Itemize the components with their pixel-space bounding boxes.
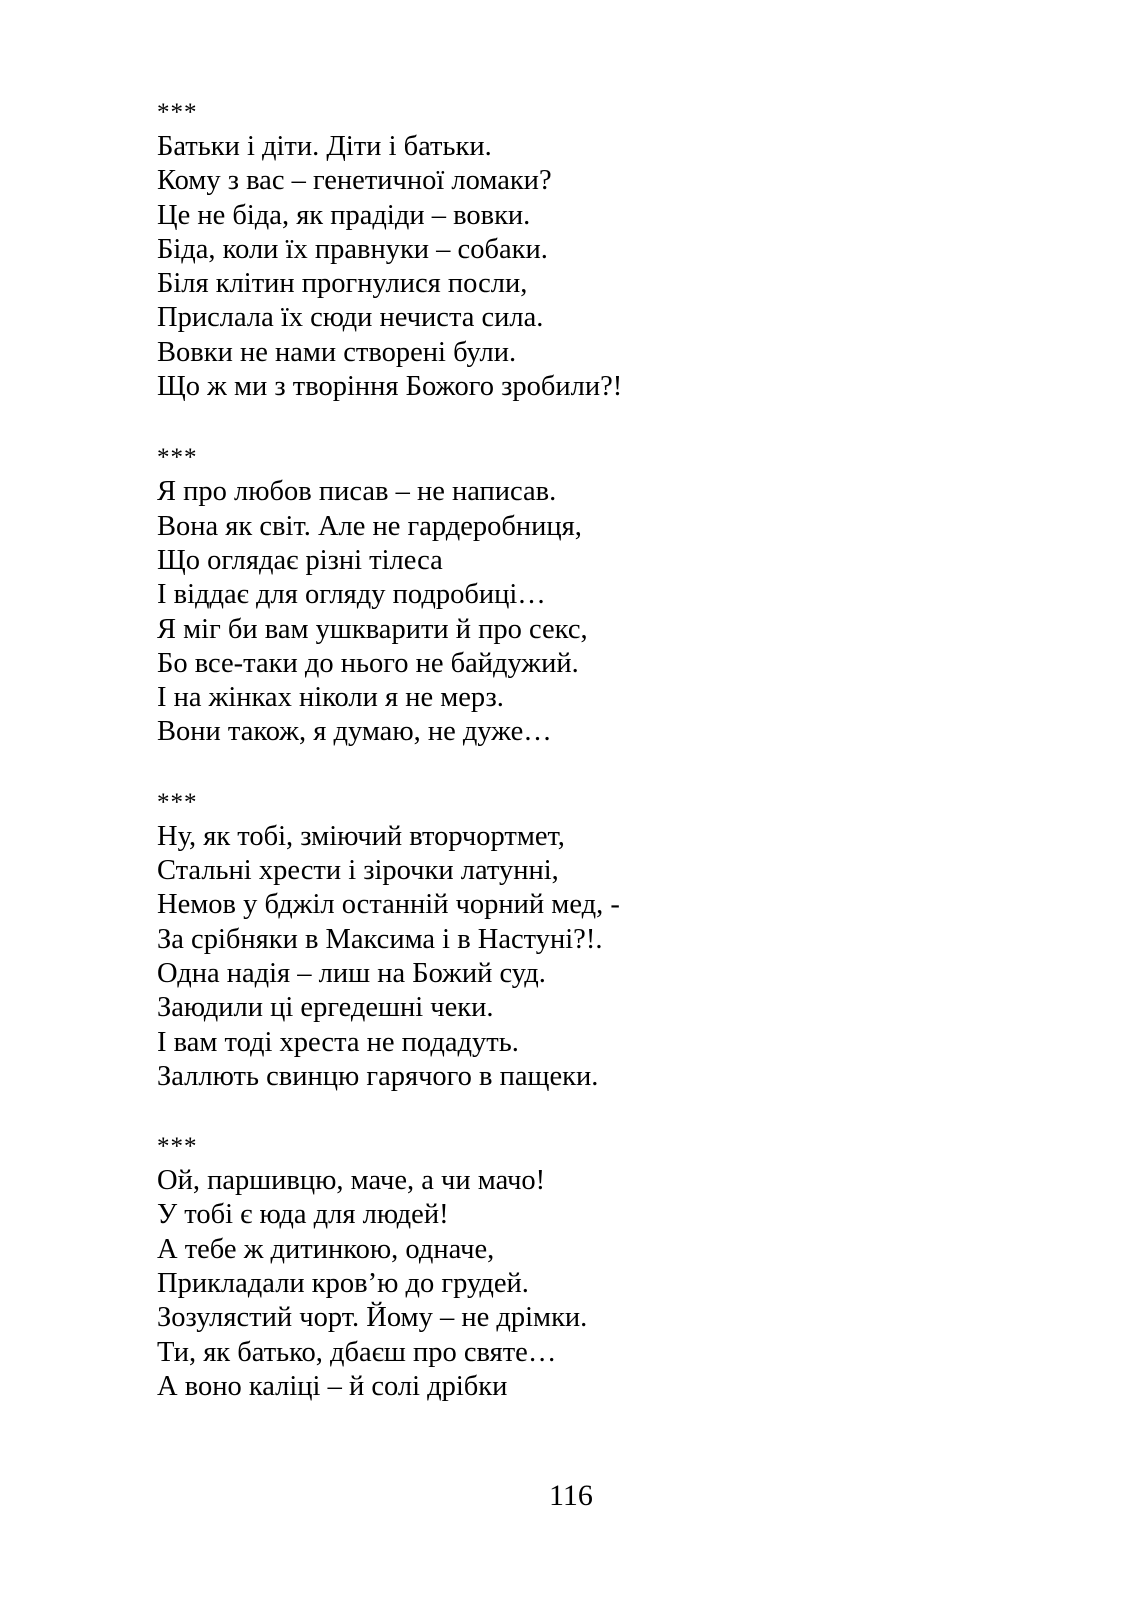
poem [157, 441, 1057, 749]
poem-separator: *** [157, 788, 198, 816]
poem [157, 96, 1057, 404]
page-number: 116 [549, 1479, 593, 1512]
poem-line: Заллють свинцю гарячого в пащеки. [157, 1060, 599, 1092]
poem-separator: *** [157, 444, 198, 472]
poem-line: Батьки і діти. Діти і батьки. [157, 131, 492, 162]
poem [157, 1130, 1057, 1404]
poem-line: Це не біда, як прадіди – вовки. [157, 199, 531, 231]
poem-line: Біля клітин прогнулися посли, [157, 268, 528, 300]
poem-line: А воно каліці – й солі дрібки [157, 1370, 508, 1402]
poem-line: І вам тоді хреста не подадуть. [157, 1026, 519, 1058]
poem-separator: *** [157, 99, 198, 126]
poem-line: Що оглядає різні тілеса [157, 544, 443, 576]
poem-line: Прислала їх сюди нечиста сила. [157, 302, 544, 334]
poem-separator: *** [157, 1133, 198, 1161]
poem-line: Немов у бджіл останній чорний мед, - [157, 889, 620, 921]
poem-line: А тебе ж дитинкою, одначе, [157, 1233, 495, 1265]
poem-line: Прикладали кров’ю до грудей. [157, 1268, 529, 1300]
poem-line: Бо все-таки до нього не байдужий. [157, 647, 579, 679]
poem-line: Вона як світ. Але не гардеробниця, [157, 510, 582, 542]
poem-line: Зозулястий чорт. Йому – не дрімки. [157, 1302, 588, 1334]
poem-line: Я про любов писав – не написав. [157, 476, 557, 508]
poem-line: Ой, паршивцю, маче, а чи мачо! [157, 1165, 546, 1197]
poem-line: І на жінках ніколи я не мерз. [157, 682, 504, 714]
poem-line: Ну, як тобі, зміючий вторчортмет, [157, 820, 565, 852]
poem-line: Одна надія – лиш на Божий суд. [157, 957, 546, 989]
poem-line: Що ж ми з творіння Божого зробили?! [157, 371, 623, 403]
poem-line: Вовки не нами створені були. [157, 336, 517, 368]
poem-line: Я міг би вам ушкварити й про секс, [157, 613, 588, 645]
poem-line: Кому з вас – генетичної ломаки? [157, 165, 552, 197]
poem [157, 786, 1057, 1094]
poem-line: І віддає для огляду подробиці… [157, 579, 546, 611]
poem-line: Стальні хрести і зірочки латунні, [157, 855, 559, 887]
poem-line: За срібняки в Максима і в Настуні?!. [157, 923, 603, 955]
poem-line: Ти, як батько, дбаєш про святе… [157, 1336, 557, 1368]
poem-line: Вони також, я думаю, не дуже… [157, 716, 552, 748]
poem-line: Заюдили ці ергедешні чеки. [157, 992, 494, 1024]
poem-line: У тобі є юда для людей! [157, 1199, 449, 1231]
poem-list [157, 96, 1057, 1441]
poem-line: Біда, коли їх правнуки – собаки. [157, 233, 548, 265]
